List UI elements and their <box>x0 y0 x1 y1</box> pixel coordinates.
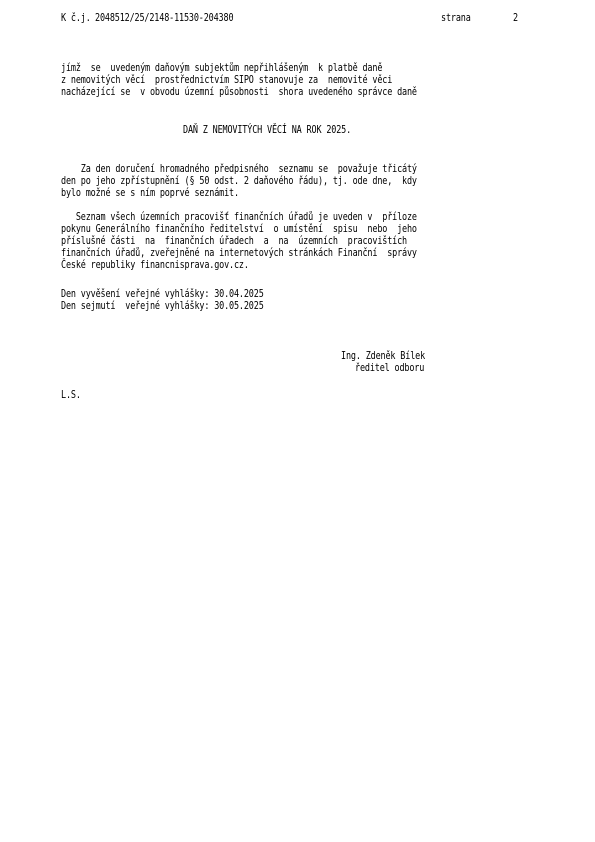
paragraph2-line: finančních úřadů, zveřejněné na internetových stránkách Finanční správy <box>61 247 417 259</box>
paragraph2-line: pokynu Generálního finančního ředitelství o umístění spisu nebo jeho <box>61 223 417 235</box>
paragraph1-line: bylo možné se s ním poprvé seznámit. <box>61 187 239 199</box>
header-page-number: 2 <box>513 12 518 24</box>
document-title: DAŇ Z NEMOVITÝCH VĚCÍ NA ROK 2025. <box>183 124 352 136</box>
seal-note: L.S. <box>61 389 81 401</box>
paragraph2-line: Seznam všech územních pracovišť finančních úřadů je uveden v příloze <box>61 211 417 223</box>
signatory-position: ředitel odboru <box>355 362 425 374</box>
signatory-name: Ing. Zdeněk Bílek <box>341 350 426 362</box>
paragraph1-line: den po jeho zpřístupnění (§ 50 odst. 2 daňového řádu), tj. ode dne, kdy <box>61 175 417 187</box>
header-ref-number: 2048512/25/2148-11530-204380 <box>95 12 234 24</box>
paragraph1-line: Za den doručení hromadného předpisného seznamu se považuje třicátý <box>61 163 417 175</box>
intro-line: jímž se uvedeným daňovým subjektům nepřihlášeným k platbě daně <box>61 62 383 74</box>
intro-line: nacházející se v obvodu územní působnosti shora uvedeného správce daně <box>61 86 417 98</box>
removal-date-line: Den sejmutí veřejné vyhlášky: 30.05.2025 <box>61 300 264 312</box>
paragraph2-line: České republiky financnisprava.gov.cz. <box>61 259 249 271</box>
paragraph2-line: příslušné části na finančních úřadech a na územních pracovištích <box>61 235 407 247</box>
posting-date-line: Den vyvěšení veřejné vyhlášky: 30.04.2025 <box>61 288 264 300</box>
header-page-label: strana <box>441 12 471 24</box>
header-ref-label: K č.j. <box>61 12 91 24</box>
intro-line: z nemovitých věcí prostřednictvím SIPO stanovuje za nemovité věci <box>61 74 393 86</box>
